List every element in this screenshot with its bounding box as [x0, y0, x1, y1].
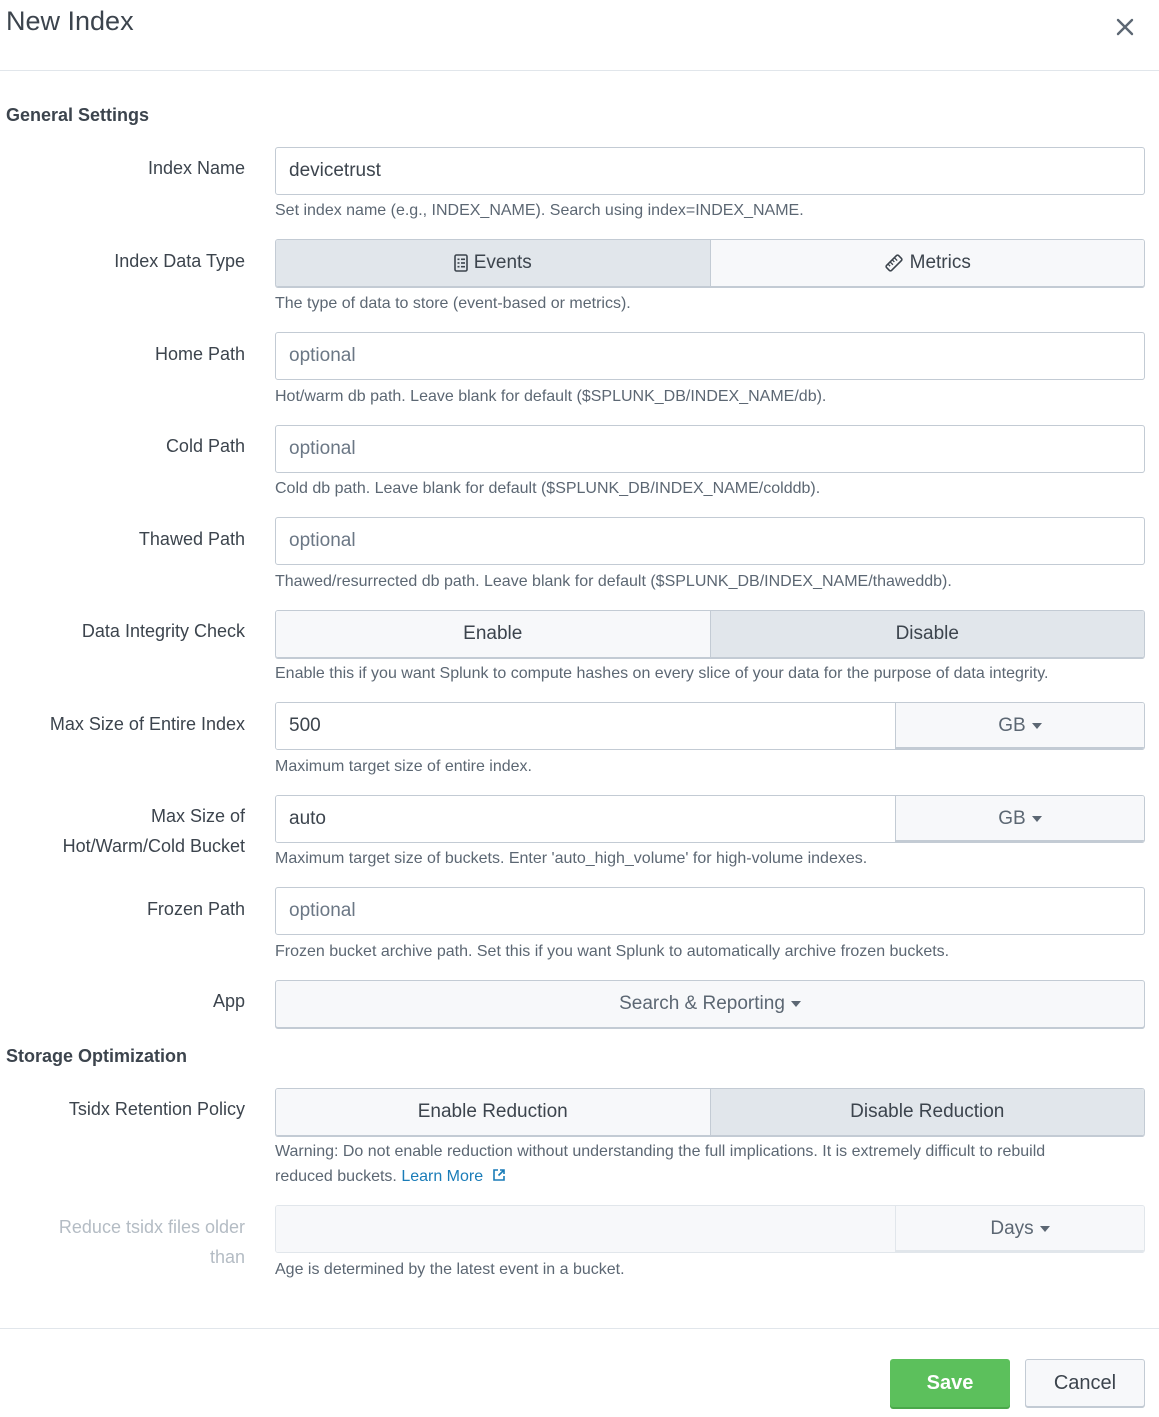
- events-icon: [454, 254, 468, 272]
- reduce-tsidx-control: [275, 1205, 1145, 1253]
- bucket-size-label-line1: Max Size of: [150, 806, 245, 826]
- bucket-size-control: [275, 795, 1145, 843]
- data-type-events-label: Events: [473, 252, 532, 273]
- reduce-tsidx-label-line1: Reduce tsidx files older: [58, 1217, 245, 1237]
- tsidx-retention-help-line1: Warning: Do not enable reduction without understanding the full implications. It is extremely difficult to rebuild: [275, 1143, 1046, 1160]
- close-button[interactable]: [1112, 14, 1138, 40]
- cold-path-label: Cold Path: [165, 436, 245, 456]
- reduce-tsidx-label-line2: than: [209, 1247, 245, 1267]
- caret-down-icon: [1032, 723, 1042, 729]
- max-size-label: Max Size of Entire Index: [49, 714, 245, 734]
- index-data-type-help: The type of data to store (event-based or metrics).: [275, 295, 631, 312]
- learn-more-label: Learn More: [401, 1168, 484, 1185]
- index-name-input[interactable]: devicetrust: [275, 147, 1145, 195]
- enable-reduction-option[interactable]: Enable Reduction: [276, 1089, 710, 1135]
- dialog-header: [0, 0, 1159, 71]
- thawed-path-label: Thawed Path: [138, 529, 245, 549]
- home-path-label: Home Path: [154, 344, 245, 364]
- tsidx-retention-help-line2: [275, 1164, 506, 1189]
- max-size-unit-dropdown[interactable]: [896, 703, 1144, 749]
- section-general-settings: General Settings: [6, 105, 150, 125]
- tsidx-retention-label: Tsidx Retention Policy: [68, 1099, 245, 1119]
- reduce-tsidx-unit-label: Days: [990, 1218, 1034, 1239]
- integrity-enable-option[interactable]: Enable: [276, 611, 710, 657]
- close-icon: [1116, 18, 1134, 36]
- cold-path-help: Cold db path. Leave blank for default ($SPLUNK_DB/INDEX_NAME/colddb).: [275, 480, 821, 497]
- data-integrity-toggle: [275, 610, 1145, 658]
- max-size-unit-label: GB: [998, 715, 1026, 736]
- ruler-icon: [884, 253, 904, 273]
- dialog-title: New Index: [6, 6, 134, 36]
- footer-divider: [0, 1328, 1159, 1329]
- learn-more-link[interactable]: [401, 1168, 505, 1185]
- save-button[interactable]: Save: [890, 1359, 1010, 1407]
- cold-path-input[interactable]: optional: [275, 425, 1145, 473]
- bucket-size-unit-dropdown[interactable]: [896, 796, 1144, 842]
- data-type-metrics-label: Metrics: [909, 252, 971, 273]
- app-dropdown-value: Search & Reporting: [619, 993, 785, 1014]
- thawed-path-input[interactable]: optional: [275, 517, 1145, 565]
- section-storage-optimization: Storage Optimization: [6, 1046, 188, 1066]
- disable-reduction-option[interactable]: Disable Reduction: [710, 1089, 1145, 1135]
- home-path-help: Hot/warm db path. Leave blank for default ($SPLUNK_DB/INDEX_NAME/db).: [275, 388, 827, 405]
- frozen-path-help: Frozen bucket archive path. Set this if you want Splunk to automatically archive frozen buckets.: [275, 943, 950, 960]
- frozen-path-input[interactable]: optional: [275, 887, 1145, 935]
- data-integrity-label: Data Integrity Check: [81, 621, 245, 641]
- index-name-help: Set index name (e.g., INDEX_NAME). Search using index=INDEX_NAME.: [275, 202, 804, 219]
- reduce-tsidx-unit-dropdown[interactable]: [896, 1206, 1144, 1252]
- frozen-path-label: Frozen Path: [146, 899, 245, 919]
- tsidx-help-text: reduced buckets.: [275, 1168, 397, 1185]
- integrity-disable-option[interactable]: Disable: [710, 611, 1145, 657]
- caret-down-icon: [1032, 816, 1042, 822]
- cancel-button[interactable]: Cancel: [1025, 1359, 1145, 1407]
- bucket-size-input[interactable]: auto: [276, 796, 896, 842]
- bucket-size-unit-label: GB: [998, 808, 1026, 829]
- app-dropdown[interactable]: [275, 980, 1145, 1028]
- home-path-input[interactable]: optional: [275, 332, 1145, 380]
- data-type-events-option[interactable]: [276, 240, 710, 286]
- reduce-tsidx-help: Age is determined by the latest event in a bucket.: [275, 1261, 625, 1278]
- data-integrity-help: Enable this if you want Splunk to compute hashes on every slice of your data for the purpose of data integrity.: [275, 665, 1049, 682]
- caret-down-icon: [1040, 1226, 1050, 1232]
- index-name-label: Index Name: [147, 158, 245, 178]
- index-data-type-label: Index Data Type: [114, 251, 245, 271]
- max-size-help: Maximum target size of entire index.: [275, 758, 532, 775]
- external-link-icon: [492, 1168, 506, 1182]
- bucket-size-help: Maximum target size of buckets. Enter 'auto_high_volume' for high-volume indexes.: [275, 850, 868, 867]
- data-type-metrics-option[interactable]: [710, 240, 1145, 286]
- thawed-path-help: Thawed/resurrected db path. Leave blank for default ($SPLUNK_DB/INDEX_NAME/thaweddb).: [275, 573, 952, 590]
- tsidx-retention-toggle: [275, 1088, 1145, 1136]
- max-size-input[interactable]: 500: [276, 703, 896, 749]
- caret-down-icon: [791, 1001, 801, 1007]
- max-size-control: [275, 702, 1145, 750]
- bucket-size-label-line2: Hot/Warm/Cold Bucket: [62, 836, 245, 856]
- index-data-type-toggle: [275, 239, 1145, 287]
- app-label: App: [212, 991, 245, 1011]
- reduce-tsidx-input[interactable]: [276, 1206, 896, 1252]
